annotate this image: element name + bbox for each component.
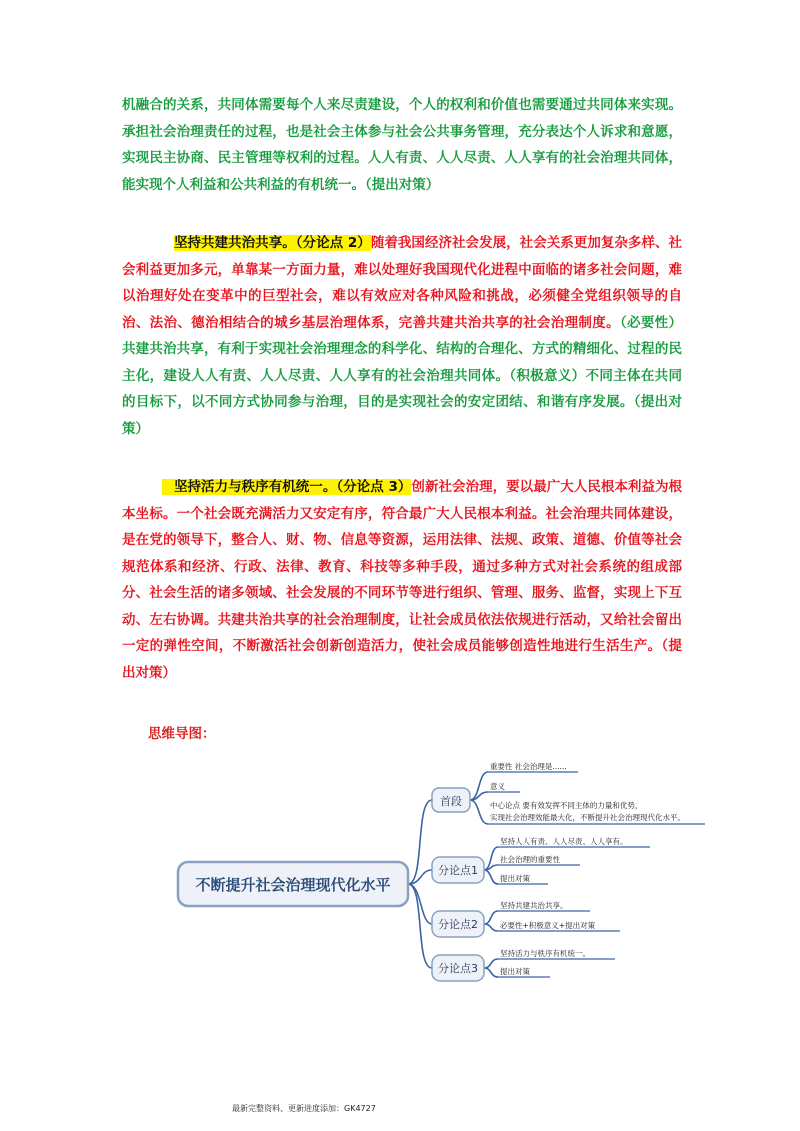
leaf-sub3-countermeasure: 提出对策 [500, 967, 530, 976]
paragraph-1 [122, 92, 682, 198]
paragraph-2-green-text: （必要性）共建共治共享，有利于实现社会治理理念的科学化、结构的合理化、方式的精细化、过程的民主化，建设人人有责、人人尽责、人人享有的社会治理共同体。（积极意义）不同主体在共同的目标下，以不同方式协同参与治理，目的是实现社会的安定团结、和谐有序发展。（提出对策） [122, 314, 683, 437]
leaf-sub2-structure: 必要性+积极意义+提出对策 [500, 921, 596, 930]
footer-note: 最新完整资料、更新进度添加：GK4727 [232, 1104, 376, 1113]
leaf-sub1-countermeasure: 提出对策 [500, 874, 530, 883]
mindmap [170, 752, 715, 992]
leaf-intro-meaning: 意义 [490, 782, 505, 791]
branch-label-intro: 首段 [440, 795, 462, 808]
mindmap-root-node [178, 862, 408, 906]
branch-label-subpoint-1: 分论点1 [438, 864, 478, 877]
paragraph-2-red-text: 随着我国经济社会发展，社会关系更加复杂多样、社会利益更加多元，单靠某一方面力量，难以处理好我国现代化进程中面临的诸多社会问题，难以治理好处在变革中的巨型社会，难以有效应对各种风险和挑战，必须健全党组织领导的自治、法治、德治相结合的城乡基层治理体系，完善共建共治共享的社会治理制度。 [122, 235, 683, 331]
mindmap-branch-node-1 [432, 788, 470, 812]
mindmap-heading: 思维导图： [148, 726, 216, 742]
paragraph-3 [122, 474, 682, 686]
branch-label-subpoint-2: 分论点2 [438, 918, 478, 931]
paragraph-2 [122, 230, 682, 442]
subpoint-2-title: 坚持共建共治共享。（分论点 2） [174, 235, 371, 251]
leaf-sub1-title: 坚持人人有责、人人尽责、人人享有。 [500, 837, 628, 846]
paragraph-3-red-text: 创新社会治理，要以最广大人民根本利益为根本坐标。一个社会既充满活力又安定有序，符合最广大人民根本利益。社会治理共同体建设，是在党的领导下，整合人、财、物、信息等资源，运用法律、法规、政策、道德、价值等社会规范体系和经济、行政、法律、教育、科技等多种手段，通过多种方式对社会系统的组成部分、社会生活的诸多领域、社会发展的不同环节等进行组织、管理、服务、监督，实现上下互动、左右协调。共建共治共享的社会治理制度，让社会成员依法依规进行活动，又给社会留出一定的弹性空间，不断激活社会创新创造活力，使社会成员能够创造性地进行生活生产。（提出对策） [122, 479, 682, 681]
subpoint-3-title: 坚持活力与秩序有机统一。（分论点 3） [162, 479, 411, 495]
mindmap-branch-node-2 [432, 857, 484, 883]
mindmap-branch-node-4 [432, 955, 484, 981]
mindmap-branch-node-3 [432, 911, 484, 937]
leaf-sub1-importance: 社会治理的重要性 [500, 855, 560, 864]
leaf-intro-thesis-line2: 实现社会治理效能最大化，不断提升社会治理现代化水平。 [490, 813, 685, 822]
branch-label-subpoint-3: 分论点3 [438, 962, 478, 975]
mindmap-root-label: 不断提升社会治理现代化水平 [195, 876, 391, 894]
leaf-intro-importance: 重要性 社会治理是...... [490, 762, 567, 771]
paragraph-1-text: 机融合的关系，共同体需要每个人来尽责建设，个人的权利和价值也需要通过共同体来实现。承担社会治理责任的过程，也是社会主体参与社会公共事务管理，充分表达个人诉求和意愿，实现民主协商、民主管理等权利的过程。人人有责、人人尽责、人人享有的社会治理共同体，能实现个人利益和公共利益的有机统一。（提出对策） [122, 97, 682, 193]
leaf-intro-thesis-line1: 中心论点 要有效发挥不同主体的力量和优势， [490, 801, 643, 810]
leaf-sub2-title: 坚持共建共治共享。 [500, 901, 568, 910]
leaf-sub3-title: 坚持活力与秩序有机统一。 [500, 949, 590, 958]
